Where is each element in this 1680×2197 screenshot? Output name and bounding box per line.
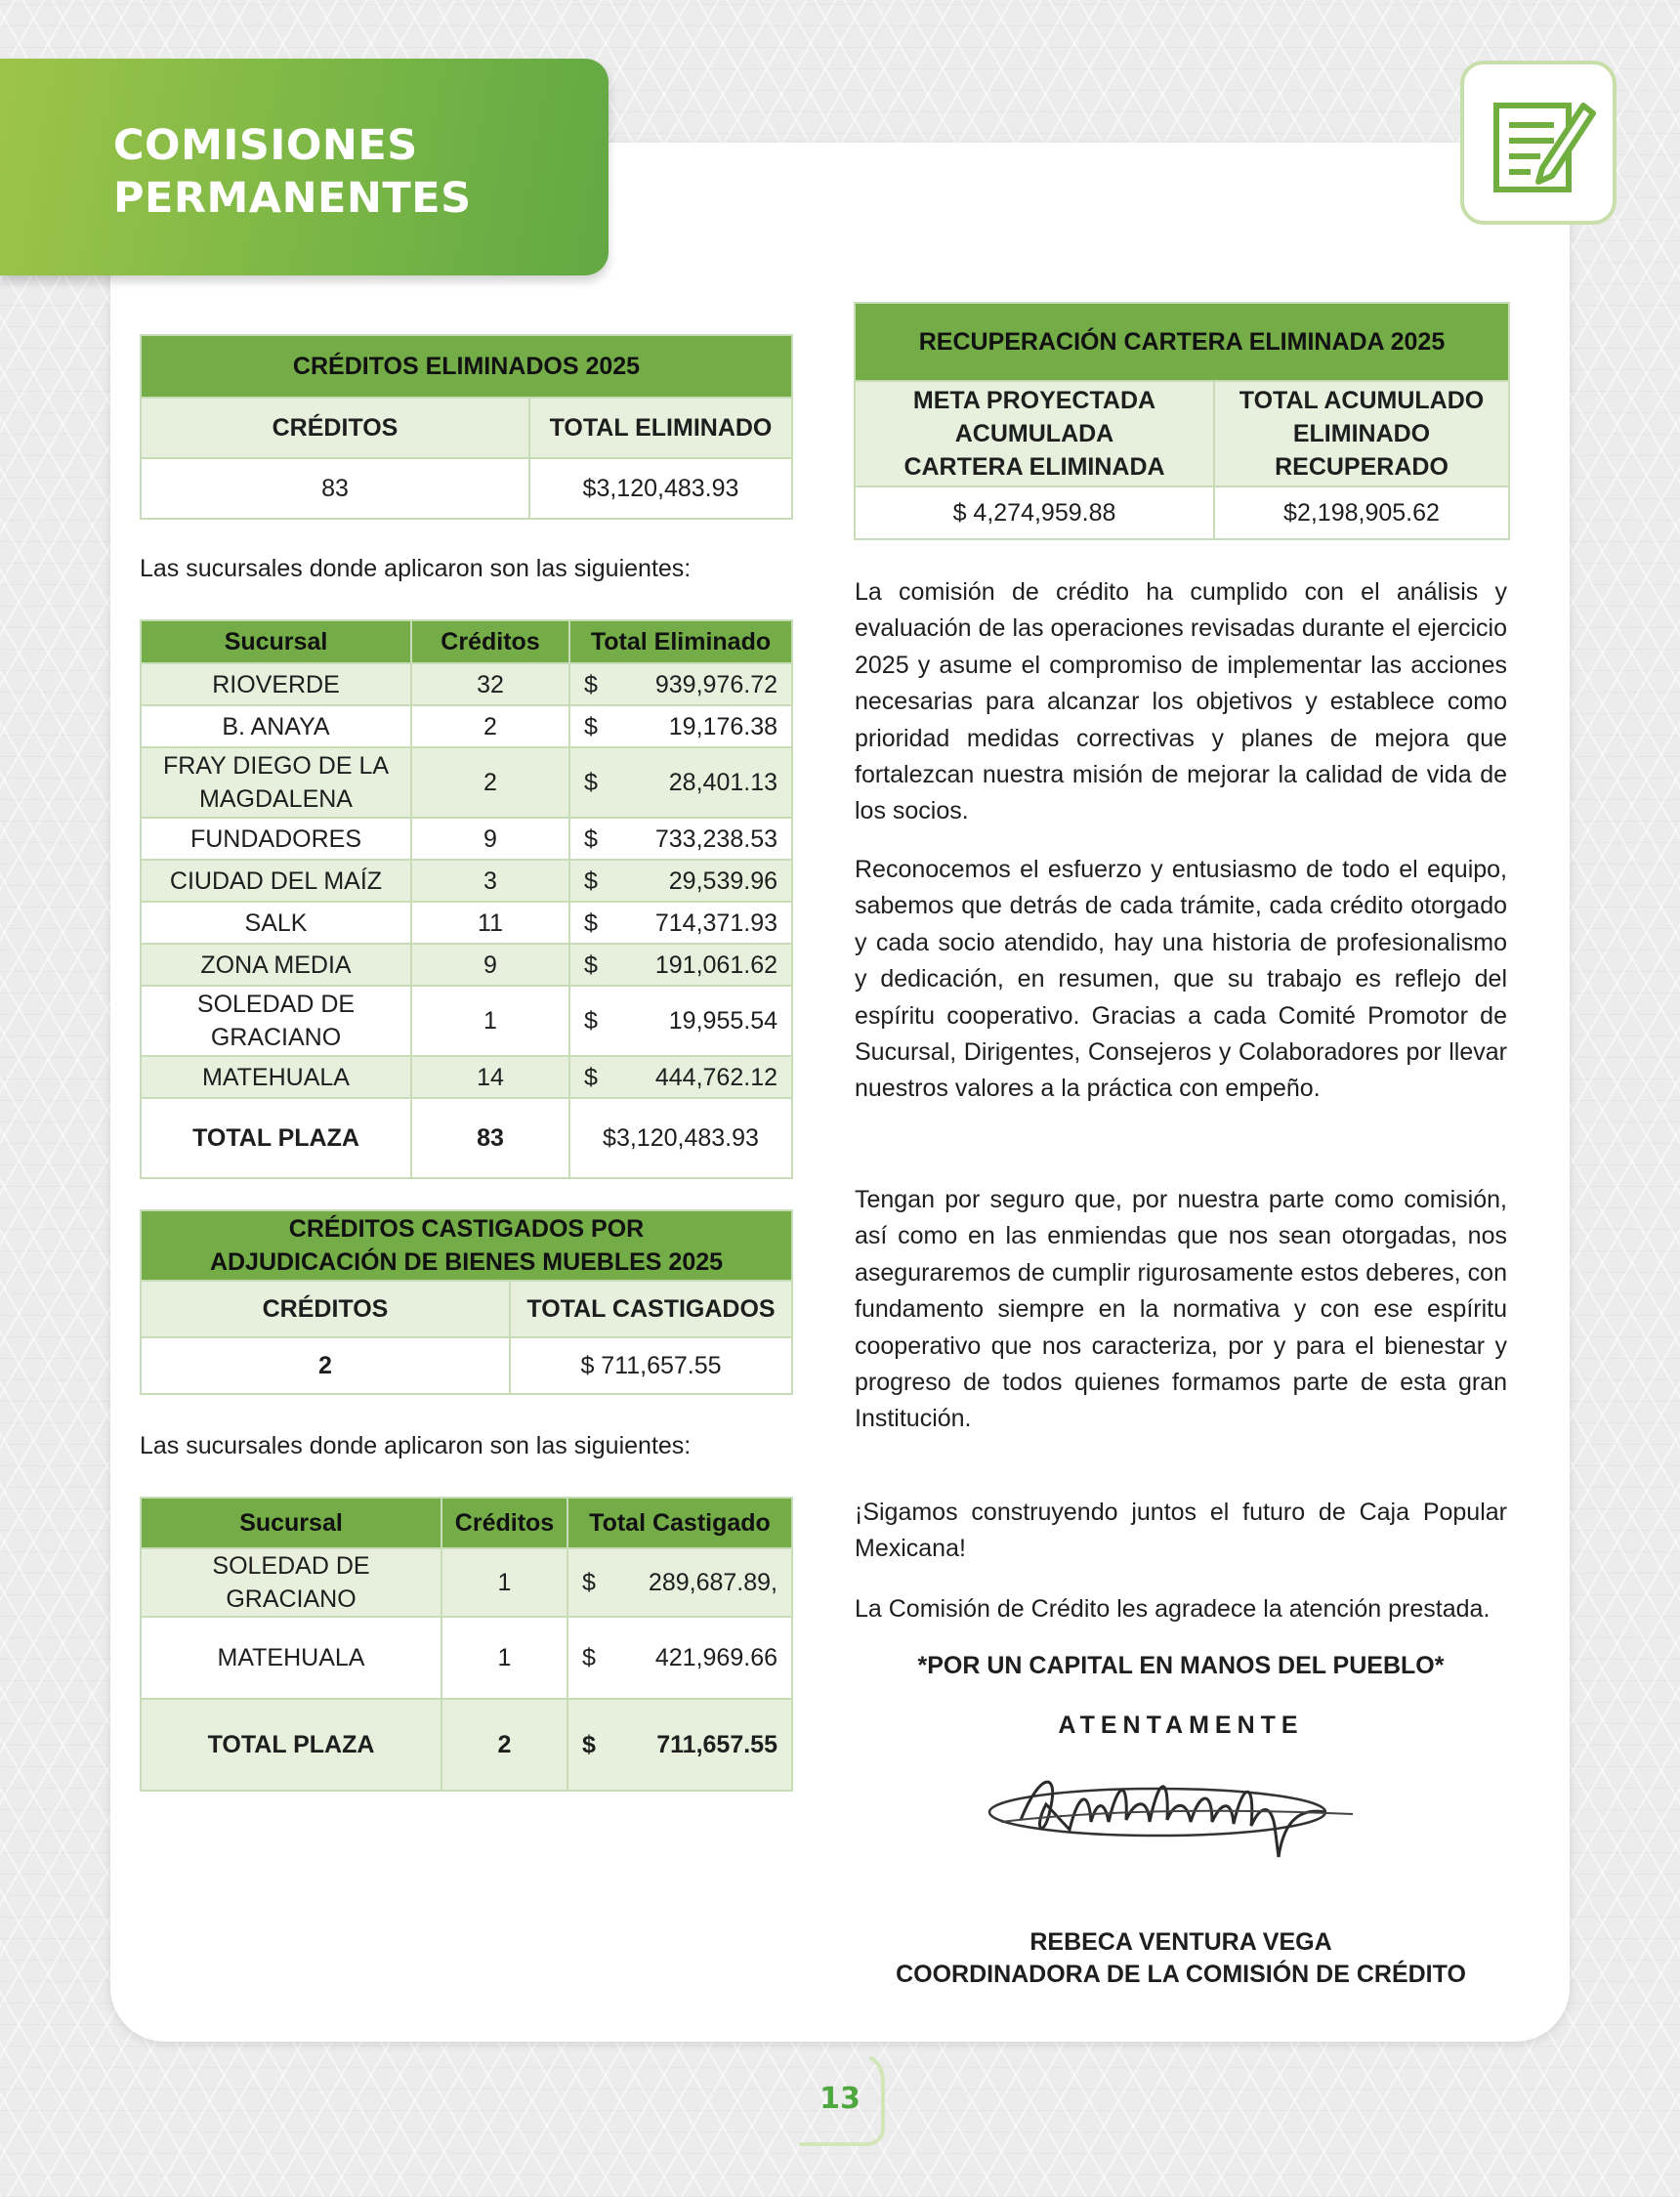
creditos-cell: 3 — [411, 860, 569, 902]
table-row — [141, 1056, 792, 1098]
sucursales-note-1: Las sucursales donde aplicaron son las siguientes: — [140, 555, 692, 582]
paragraph-5: La Comisión de Crédito les agradece la atención prestada. — [855, 1595, 1491, 1623]
col-meta-proyectada: META PROYECTADA ACUMULADA CARTERA ELIMINADA — [855, 381, 1214, 486]
col-sucursal: Sucursal — [141, 620, 411, 663]
sucursales-eliminados-table — [140, 619, 793, 1179]
total-recuperado-value: $2,198,905.62 — [1214, 486, 1509, 539]
amount-cell: $ 28,401.13 — [569, 747, 792, 818]
col-total-castigados: TOTAL CASTIGADOS — [510, 1281, 792, 1337]
table-row — [141, 1617, 792, 1699]
amount-cell: $ 939,976.72 — [569, 663, 792, 705]
sucursal-cell: B. ANAYA — [141, 705, 411, 747]
sucursal-cell: FRAY DIEGO DE LA MAGDALENA — [141, 747, 411, 818]
sucursales-note-2: Las sucursales donde aplicaron son las siguientes: — [140, 1432, 692, 1459]
meta-value: $ 4,274,959.88 — [855, 486, 1214, 539]
sucursal-cell: ZONA MEDIA — [141, 944, 411, 986]
total-castigados-value: $ 711,657.55 — [510, 1337, 792, 1394]
col-total-acumulado: TOTAL ACUMULADO ELIMINADO RECUPERADO — [1214, 381, 1509, 486]
table-row — [141, 986, 792, 1056]
amount-cell: $ 733,238.53 — [569, 818, 792, 860]
document-edit-icon — [1493, 94, 1597, 195]
creditos-cell: 1 — [441, 1617, 567, 1699]
creditos-cell: 11 — [411, 902, 569, 944]
section-title — [113, 119, 582, 225]
col-creditos: Créditos — [441, 1498, 567, 1548]
total-amount: $ 711,657.55 — [567, 1699, 792, 1791]
section-title-line1: COMISIONES — [113, 121, 418, 170]
sucursal-cell: SOLEDAD DE GRACIANO — [141, 986, 411, 1056]
col-total-eliminado: Total Eliminado — [569, 620, 792, 663]
table-row — [141, 860, 792, 902]
sucursal-cell: SOLEDAD DE GRACIANO — [141, 1548, 441, 1617]
page-number-badge — [793, 2054, 887, 2150]
total-creditos: 2 — [441, 1699, 567, 1791]
creditos-cell: 9 — [411, 944, 569, 986]
creditos-eliminados-table — [140, 334, 793, 520]
paragraph-1: La comisión de crédito ha cumplido con el análisis y evaluación de las operaciones revisadas durante el ejercicio 2025 y asume el compromiso de implementar las acciones necesarias para alcanzar los objetivos y establece como prioridad medidas correctivas y planes de mejora que fortalezcan nuestra misión de mejorar la calidad de vida de los socios. — [855, 578, 1507, 825]
col-creditos: Créditos — [411, 620, 569, 663]
creditos-cell: 1 — [441, 1548, 567, 1617]
col-sucursal: Sucursal — [141, 1498, 441, 1548]
total-row — [141, 1699, 792, 1791]
creditos-cell: 14 — [411, 1056, 569, 1098]
total-label: TOTAL PLAZA — [141, 1699, 441, 1791]
table-row — [141, 747, 792, 818]
amount-cell: $ 444,762.12 — [569, 1056, 792, 1098]
sucursal-cell: CIUDAD DEL MAÍZ — [141, 860, 411, 902]
signer-name: REBECA VENTURA VEGA — [1029, 1928, 1332, 1956]
table-row — [141, 705, 792, 747]
closing: ATENTAMENTE — [1058, 1711, 1304, 1739]
recuperacion-table — [854, 302, 1510, 540]
section-title-line2: PERMANENTES — [113, 174, 472, 223]
amount-cell: $ 191,061.62 — [569, 944, 792, 986]
amount-cell: $ 714,371.93 — [569, 902, 792, 944]
total-eliminado-value: $3,120,483.93 — [529, 458, 792, 519]
total-label: TOTAL PLAZA — [141, 1098, 411, 1178]
col-total-eliminado: TOTAL ELIMINADO — [529, 398, 792, 458]
amount-cell: $ 421,969.66 — [567, 1617, 792, 1699]
creditos-cell: 9 — [411, 818, 569, 860]
table-row — [141, 1548, 792, 1617]
total-amount: $3,120,483.93 — [569, 1098, 792, 1178]
table-row — [141, 944, 792, 986]
col-creditos: CRÉDITOS — [141, 398, 529, 458]
paragraph-4: ¡Sigamos construyendo juntos el futuro de Caja Popular Mexicana! — [855, 1499, 1507, 1563]
total-row — [141, 1098, 792, 1178]
table-row — [141, 818, 792, 860]
amount-cell: $ 289,687.89, — [567, 1548, 792, 1617]
table-row — [141, 663, 792, 705]
col-total-castigado: Total Castigado — [567, 1498, 792, 1548]
sucursal-cell: MATEHUALA — [141, 1617, 441, 1699]
paragraph-3: Tengan por seguro que, por nuestra parte como comisión, así como en las enmiendas que nos sean otorgadas, nos aseguraremos de cumplir rigurosamente estos deberes, con fundamento siempre en la normativa y con ese espíritu cooperativo que nos caracteriza, por y para el bienestar y progreso de todos quienes formamos parte de esta gran Institución. — [855, 1186, 1507, 1433]
sucursal-cell: MATEHUALA — [141, 1056, 411, 1098]
section-banner — [0, 59, 609, 275]
table-row — [141, 902, 792, 944]
creditos-value: 2 — [141, 1337, 510, 1394]
recuperacion-title: RECUPERACIÓN CARTERA ELIMINADA 2025 — [855, 303, 1509, 381]
signer-role: COORDINADORA DE LA COMISIÓN DE CRÉDITO — [896, 1961, 1466, 1988]
sucursales-castigados-table — [140, 1497, 793, 1792]
total-creditos: 83 — [411, 1098, 569, 1178]
page-number: 13 — [819, 2082, 861, 2116]
creditos-cell: 2 — [411, 705, 569, 747]
paragraph-2: Reconocemos el esfuerzo y entusiasmo de todo el equipo, sabemos que detrás de cada trámite, cada crédito otorgado y cada socio atendido, hay una historia de profesionalismo y dedicación, en resumen, que su trabajo es reflejo del espíritu cooperativo. Gracias a cada Comité Promotor de Sucursal, Dirigentes, Consejeros y Colaboradores por llevar nuestros valores a la práctica con empeño. — [855, 856, 1507, 1103]
handwritten-signature — [982, 1761, 1392, 1869]
creditos-cell: 1 — [411, 986, 569, 1056]
creditos-castigados-table — [140, 1209, 793, 1395]
sucursal-cell: SALK — [141, 902, 411, 944]
amount-cell: $ 19,176.38 — [569, 705, 792, 747]
sucursal-cell: RIOVERDE — [141, 663, 411, 705]
creditos-cell: 32 — [411, 663, 569, 705]
slogan: *POR UN CAPITAL EN MANOS DEL PUEBLO* — [917, 1652, 1445, 1679]
amount-cell: $ 29,539.96 — [569, 860, 792, 902]
creditos-cell: 2 — [411, 747, 569, 818]
sucursal-cell: FUNDADORES — [141, 818, 411, 860]
creditos-eliminados-title: CRÉDITOS ELIMINADOS 2025 — [141, 335, 792, 398]
amount-cell: $ 19,955.54 — [569, 986, 792, 1056]
creditos-value: 83 — [141, 458, 529, 519]
document-edit-badge — [1460, 61, 1617, 225]
creditos-castigados-title: CRÉDITOS CASTIGADOS POR ADJUDICACIÓN DE BIENES MUEBLES 2025 — [141, 1210, 792, 1281]
col-creditos: CRÉDITOS — [141, 1281, 510, 1337]
